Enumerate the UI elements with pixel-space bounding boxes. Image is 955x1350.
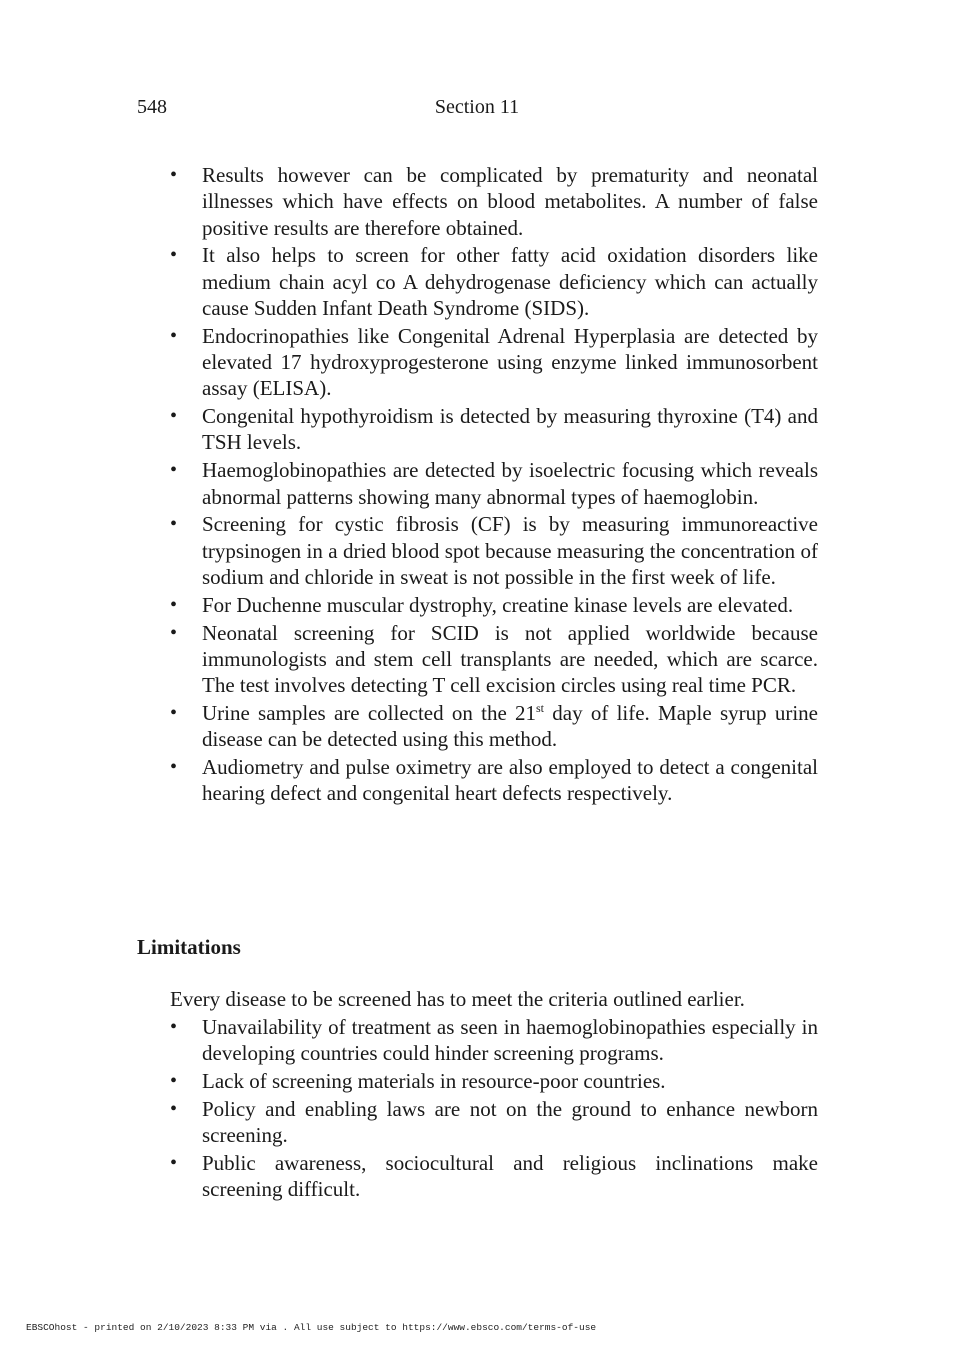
urine-text-before: Urine samples are collected on the 21 — [202, 700, 537, 725]
list-item: • Audiometry and pulse oximetry are also employed to detect a congenital hearing defect and congenital heart defects respectively. — [170, 754, 818, 807]
limitations-heading: Limitations — [137, 935, 241, 959]
urine-text-after: day of life. Maple syrup urine disease can be detected using this method. — [202, 700, 819, 752]
list-item: • Public awareness, sociocultural and religious inclinations make screening difficult. — [170, 1150, 818, 1203]
list-item: • Lack of screening materials in resource-poor countries. — [170, 1068, 818, 1094]
list-item: • Haemoglobinopathies are detected by isoelectric focusing which reveals abnormal patterns showing many abnormal types of haemoglobin. — [170, 457, 818, 510]
list-item: • Neonatal screening for SCID is not applied worldwide because immunologists and stem cell transplants are needed, which are scarce. The test involves detecting T cell excision circles using real time PCR. — [170, 620, 818, 699]
page-number: 548 — [137, 96, 167, 118]
section-title: Section 11 — [434, 96, 520, 118]
list-item: • Congenital hypothyroidism is detected by measuring thyroxine (T4) and TSH levels. — [170, 403, 818, 456]
limitations-intro: Every disease to be screened has to meet the criteria outlined earlier. — [170, 987, 745, 1011]
list-item: • Screening for cystic fibrosis (CF) is by measuring immunoreactive trypsinogen in a dried blood spot because measuring the concentration of sodium and chloride in sweat is not possible in the first week of life. — [170, 511, 818, 590]
limitations-bullet-list — [170, 1014, 818, 1204]
list-item: • For Duchenne muscular dystrophy, creatine kinase levels are elevated. — [170, 592, 818, 618]
screening-bullet-list — [170, 162, 818, 808]
list-item: • It also helps to screen for other fatty acid oxidation disorders like medium chain acyl co A dehydrogenase deficiency which can actually cause Sudden Infant Death Syndrome (SIDS). — [170, 242, 818, 321]
list-item: • Unavailability of treatment as seen in haemoglobinopathies especially in developing countries could hinder screening programs. — [170, 1014, 818, 1067]
print-footer: EBSCOhost - printed on 2/10/2023 8:33 PM via . All use subject to https://www.ebsco.com/terms-of-use — [26, 1322, 597, 1333]
ordinal-suffix: st — [536, 700, 545, 715]
list-item: • Policy and enabling laws are not on the ground to enhance newborn screening. — [170, 1096, 818, 1149]
list-item: • Results however can be complicated by prematurity and neonatal illnesses which have effects on blood metabolites. A number of false positive results are therefore obtained. — [170, 162, 818, 241]
list-item: • Endocrinopathies like Congenital Adrenal Hyperplasia are detected by elevated 17 hydroxyprogesterone using enzyme linked immunosorbent assay (ELISA). — [170, 323, 818, 402]
list-item-urine — [170, 700, 818, 753]
page-header — [137, 96, 817, 122]
